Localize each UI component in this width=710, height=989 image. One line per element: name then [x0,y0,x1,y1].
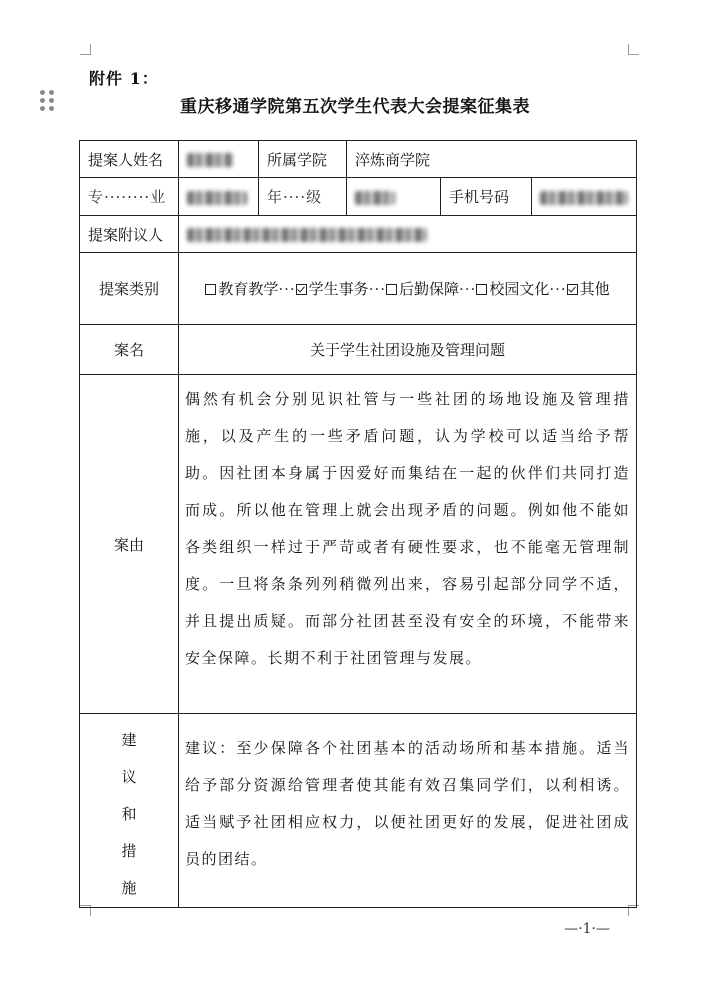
category-option[interactable]: 后勤保障 [386,280,459,298]
category-option[interactable]: 学生事务 [296,280,369,298]
category-option[interactable]: 教育教学 [205,280,278,298]
suggestion-label: 建 议 和 措 施 [80,714,179,908]
reason-text: 偶然有机会分别见识社管与一些社团的场地设施及管理措施，以及产生的一些矛盾问题，认为学校可以适当给予帮助。因社团本身属于因爱好而集结在一起的伙伴们共同打造而成。所以他在管理上就会出现矛盾的问题。例如他不能如各类组织一样过于严苛或者有硬性要求，也不能毫无管理制度。一旦将条条列列稍微列出来，容易引起部分同学不适，并且提出质疑。而部分社团甚至没有安全的环境，不能带来安全保障。长期不利于社团管理与发展。 [179,375,637,714]
category-option[interactable]: 其他 [567,280,610,298]
grade-label: 年····级 [259,178,347,216]
category-option[interactable]: 校园文化 [476,280,549,298]
page-number: —·1·— [564,921,610,937]
checkbox-icon[interactable] [476,284,487,295]
proposer-name-value [179,141,259,178]
major-label: 专········业 [80,178,179,216]
college-label: 所属学院 [259,141,347,178]
proposer-name-label: 提案人姓名 [80,141,179,178]
grade-value [347,178,441,216]
proposal-title-label: 案名 [80,325,179,375]
checkbox-icon[interactable] [205,284,216,295]
phone-label: 手机号码 [441,178,532,216]
suggestion-text: 建议：至少保障各个社团基本的活动场所和基本措施。适当给予部分资源给管理者使其能有效召集同学们，以利相诱。适当赋予社团相应权力，以便社团更好的发展，促进社团成员的团结。 [179,714,637,908]
checkbox-icon[interactable] [386,284,397,295]
category-label: 提案类别 [80,253,179,325]
category-options: 教育教学··· 学生事务··· 后勤保障··· 校园文化··· 其他 [179,253,637,325]
major-value [179,178,259,216]
crop-mark-top-left [80,44,91,55]
document-title: 重庆移通学院第五次学生代表大会提案征集表 [180,97,530,117]
checkbox-checked-icon[interactable] [567,284,578,295]
seconders-label: 提案附议人 [80,216,179,253]
proposal-form-table [79,140,637,908]
attachment-label: 附件 1： [89,69,159,88]
proposal-title-value: 关于学生社团设施及管理问题 [179,325,637,375]
college-value: 淬炼商学院 [347,141,637,178]
checkbox-checked-icon[interactable] [296,284,307,295]
seconders-value [179,216,637,253]
crop-mark-top-right [628,44,639,55]
phone-value [532,178,637,216]
reason-label: 案由 [80,375,179,714]
